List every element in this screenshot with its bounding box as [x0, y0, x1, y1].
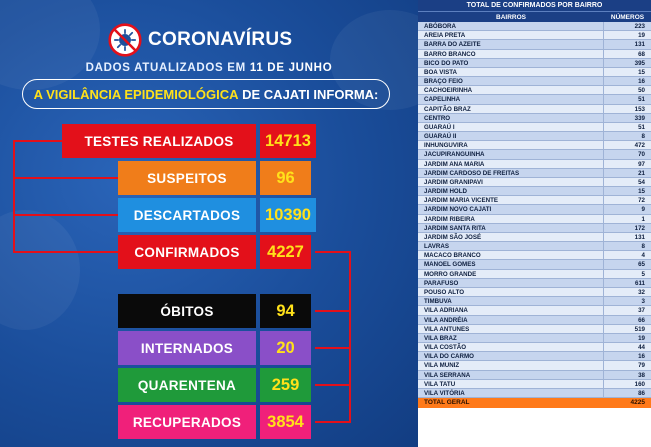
bairro-cell: BRAÇO FEIO: [418, 77, 604, 85]
table-row: [418, 105, 651, 114]
bairro-cell: VILA VITÓRIA: [418, 389, 604, 397]
stat-label: DESCARTADOS: [118, 198, 256, 232]
numero-cell: 70: [638, 151, 645, 159]
table-row: [418, 343, 651, 352]
table-row: [418, 196, 651, 205]
bairro-cell: MANOEL GOMES: [418, 260, 604, 268]
bairro-cell: JARDIM HOLD: [418, 187, 604, 195]
stat-label: TESTES REALIZADOS: [62, 124, 256, 158]
bairro-cell: ABÓBORA: [418, 22, 604, 30]
numero-cell: 15: [638, 68, 645, 76]
table-row: [418, 205, 651, 214]
bairro-cell: JARDIM MARIA VICENTE: [418, 196, 604, 204]
table-row: [418, 242, 651, 251]
table-row: [418, 297, 651, 306]
table-title: TOTAL DE CONFIRMADOS POR BAIRRO: [418, 0, 651, 11]
bairro-cell: JARDIM ANA MARIA: [418, 160, 604, 168]
table-row: [418, 160, 651, 169]
stat-value: 20: [260, 331, 311, 365]
numero-cell: 65: [638, 261, 645, 269]
table-row: [418, 114, 651, 123]
table-body: [418, 22, 651, 398]
numero-cell: 519: [634, 325, 645, 333]
bairro-cell: CACHOEIRINHA: [418, 86, 604, 94]
numero-cell: 395: [634, 59, 645, 67]
bairro-cell: JACUPIRANGUINHA: [418, 150, 604, 158]
table-row: [418, 150, 651, 159]
bairro-cell: CAPELINHA: [418, 95, 604, 103]
bairro-cell: JARDIM GRANIPAVI: [418, 178, 604, 186]
numero-cell: 611: [635, 279, 645, 287]
stat-label: QUARENTENA: [118, 368, 256, 402]
table-row: [418, 352, 651, 361]
bairro-cell: JARDIM SÃO JOSÉ: [418, 233, 604, 241]
column-header-bairros: BAIRROS: [496, 14, 526, 21]
numero-cell: 51: [638, 123, 645, 131]
bairro-cell: BICO DO PATO: [418, 59, 604, 67]
numero-cell: 472: [634, 142, 645, 150]
table-row: [418, 22, 651, 31]
numero-cell: 50: [638, 87, 645, 95]
table-row: [418, 187, 651, 196]
stat-value: 96: [260, 161, 311, 195]
table-row: [418, 215, 651, 224]
table-row: [418, 50, 651, 59]
stat-label: SUSPEITOS: [118, 161, 256, 195]
stat-value: 10390: [260, 198, 316, 232]
table-row: [418, 334, 651, 343]
numero-cell: 19: [638, 32, 645, 40]
table-row: [418, 224, 651, 233]
table-row: [418, 371, 651, 380]
bairro-cell: VILA SERRANA: [418, 371, 604, 379]
table-row: [418, 141, 651, 150]
table-row: [418, 233, 651, 242]
bairro-cell: BARRO BRANCO: [418, 50, 604, 58]
bairro-cell: VILA DO CARMO: [418, 352, 604, 360]
bairro-cell: JARDIM RIBEIRA: [418, 215, 604, 223]
stat-row-testes: [62, 124, 316, 158]
table-row: [418, 40, 651, 49]
bairro-cell: INHUNGUVIRA: [418, 141, 604, 149]
stat-label: CONFIRMADOS: [118, 235, 256, 269]
stat-row-descartados: [118, 198, 316, 232]
table-row: [418, 270, 651, 279]
stat-value: 4227: [260, 235, 311, 269]
numero-cell: 9: [641, 206, 645, 214]
numero-cell: 15: [638, 188, 645, 196]
table-row: [418, 361, 651, 370]
stat-row-obitos: [118, 294, 311, 328]
table-row: [418, 169, 651, 178]
stat-value: 94: [260, 294, 311, 328]
bairro-cell: VILA ADRIANA: [418, 306, 604, 314]
stat-row-confirmados: [118, 235, 311, 269]
banner-text: DE CAJATI INFORMA:: [242, 86, 379, 102]
bairro-cell: BARRA DO AZEITE: [418, 40, 604, 48]
stat-row-suspeitos: [118, 161, 311, 195]
table-row: [418, 288, 651, 297]
numero-cell: 5: [641, 270, 645, 278]
stat-row-quarentena: [118, 368, 311, 402]
numero-cell: 131: [634, 41, 645, 49]
table-row: [418, 86, 651, 95]
bairro-cell: VILA MUNIZ: [418, 361, 604, 369]
table-row: [418, 123, 651, 132]
total-label: TOTAL GERAL: [424, 399, 470, 407]
stat-label: RECUPERADOS: [118, 405, 256, 439]
bairro-cell: VILA COSTÃO: [418, 343, 604, 351]
numero-cell: 38: [638, 371, 645, 379]
numero-cell: 86: [638, 389, 645, 397]
table-row: [418, 178, 651, 187]
table-row: [418, 260, 651, 269]
bairro-cell: CAPITÃO BRAZ: [418, 105, 604, 113]
numero-cell: 3: [641, 298, 645, 306]
bairro-cell: VILA ANTUNES: [418, 325, 604, 333]
numero-cell: 1: [641, 215, 645, 223]
neighborhood-table: [418, 0, 651, 447]
table-row: [418, 59, 651, 68]
table-row: [418, 279, 651, 288]
stat-row-internados: [118, 331, 311, 365]
bairro-cell: BOA VISTA: [418, 68, 604, 76]
numero-cell: 97: [638, 160, 645, 168]
numero-cell: 51: [638, 96, 645, 104]
table-row: [418, 380, 651, 389]
numero-cell: 68: [638, 50, 645, 58]
bairro-cell: TIMBUVA: [418, 297, 604, 305]
numero-cell: 223: [634, 23, 645, 30]
table-header: [418, 11, 651, 22]
numero-cell: 19: [638, 334, 645, 342]
page-title: CORONAVÍRUS: [148, 29, 293, 50]
numero-cell: 54: [638, 178, 645, 186]
table-row: [418, 68, 651, 77]
numero-cell: 37: [638, 307, 645, 315]
stat-value: 3854: [260, 405, 311, 439]
numero-cell: 16: [638, 78, 645, 86]
numero-cell: 32: [638, 288, 645, 296]
numero-cell: 72: [638, 197, 645, 205]
stat-label: ÓBITOS: [118, 294, 256, 328]
numero-cell: 160: [634, 380, 645, 388]
table-row: [418, 325, 651, 334]
bairro-cell: VILA ANDRÉIA: [418, 316, 604, 324]
bairro-cell: VILA TATU: [418, 380, 604, 388]
bairro-cell: VILA BRAZ: [418, 334, 604, 342]
numero-cell: 172: [634, 224, 645, 232]
bairro-cell: LAVRAS: [418, 242, 604, 250]
bairro-cell: PARAFUSO: [418, 279, 604, 287]
stat-label: INTERNADOS: [118, 331, 256, 365]
bairro-cell: AREIA PRETA: [418, 31, 604, 39]
numero-cell: 153: [634, 105, 645, 113]
bairro-cell: JARDIM CARDOSO DE FREITAS: [418, 169, 604, 177]
update-date: 11 DE JUNHO: [249, 62, 333, 74]
total-value: 4225: [630, 399, 645, 407]
bairro-cell: JARDIM SANTA RITA: [418, 224, 604, 232]
bairro-cell: GUARAÚ I: [418, 123, 604, 131]
table-row: [418, 77, 651, 86]
numero-cell: 339: [634, 114, 645, 122]
table-row: [418, 95, 651, 104]
bairro-cell: MORRO GRANDE: [418, 270, 604, 278]
table-row: [418, 316, 651, 325]
update-prefix: DADOS ATUALIZADOS EM: [85, 62, 246, 74]
numero-cell: 8: [641, 243, 645, 251]
stat-value: 259: [260, 368, 311, 402]
numero-cell: 44: [638, 344, 645, 352]
bairro-cell: GUARAÚ II: [418, 132, 604, 140]
numero-cell: 79: [638, 362, 645, 370]
numero-cell: 4: [641, 252, 645, 260]
banner-highlight: A VIGILÂNCIA EPIDEMIOLÓGICA: [33, 86, 239, 102]
table-row: [418, 31, 651, 40]
numero-cell: 21: [638, 169, 645, 177]
numero-cell: 8: [641, 133, 645, 141]
stat-row-recuperados: [118, 405, 311, 439]
bairro-cell: JARDIM NOVO CAJATI: [418, 205, 604, 213]
table-total-row: [418, 398, 651, 408]
bairro-cell: MACACO BRANCO: [418, 251, 604, 259]
stat-value: 14713: [260, 124, 316, 158]
bairro-cell: POUSO ALTO: [418, 288, 604, 296]
table-row: [418, 306, 651, 315]
table-row: [418, 132, 651, 141]
column-header-numeros: NÚMEROS: [610, 14, 645, 21]
bairro-cell: CENTRO: [418, 114, 604, 122]
numero-cell: 131: [634, 233, 645, 241]
numero-cell: 66: [638, 316, 645, 324]
table-row: [418, 251, 651, 260]
numero-cell: 16: [638, 353, 645, 361]
table-row: [418, 389, 651, 398]
